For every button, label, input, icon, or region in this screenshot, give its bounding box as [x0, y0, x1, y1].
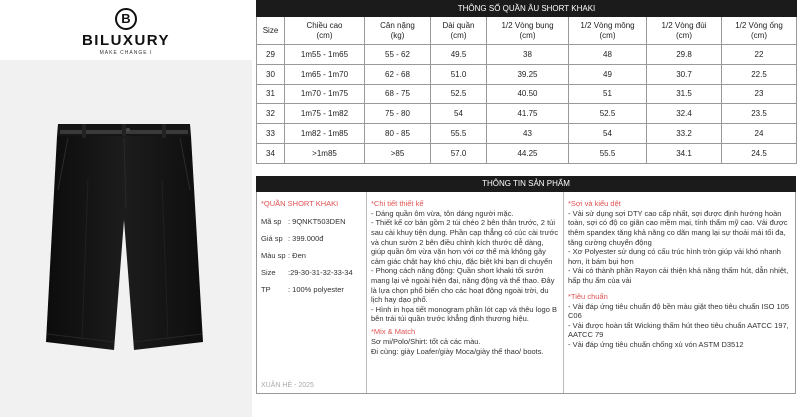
size-chart-header: Dài quần (cm): [431, 17, 487, 45]
product-field-value: : 9QNKT503DEN: [288, 216, 346, 226]
size-chart-row: [257, 84, 797, 104]
season-label: XUÂN HÈ - 2025: [261, 381, 314, 389]
size-chart-header: 1/2 Vòng mông (cm): [569, 17, 647, 45]
size-chart-header: Chiều cao (cm): [285, 17, 365, 45]
left-panel: [0, 0, 252, 417]
size-chart-cell: 55.5: [569, 143, 647, 163]
size-chart-cell: >1m85: [285, 143, 365, 163]
size-chart-cell: >85: [365, 143, 431, 163]
right-panel: [256, 0, 796, 394]
product-field-key: Mã sp: [261, 216, 282, 226]
size-chart-row: [257, 64, 797, 84]
product-field-value: :29-30-31-32-33-34: [288, 267, 353, 277]
size-chart-header: 1/2 Vòng bụng (cm): [487, 17, 569, 45]
size-chart-header: 1/2 Vòng đùi (cm): [647, 17, 722, 45]
size-chart-cell: 1m82 - 1m85: [285, 124, 365, 144]
size-chart-cell: 49: [569, 64, 647, 84]
size-chart-cell: 54: [431, 104, 487, 124]
size-chart-cell: 51: [569, 84, 647, 104]
size-chart-cell: 33: [257, 124, 285, 144]
size-chart-cell: 55.5: [431, 124, 487, 144]
size-chart-cell: 32.4: [647, 104, 722, 124]
size-chart-cell: 40.50: [487, 84, 569, 104]
size-chart-cell: 1m75 - 1m82: [285, 104, 365, 124]
size-chart-cell: 1m70 - 1m75: [285, 84, 365, 104]
size-chart-cell: 75 - 80: [365, 104, 431, 124]
size-chart-cell: 80 - 85: [365, 124, 431, 144]
size-chart-cell: 22.5: [722, 64, 797, 84]
size-chart-row: [257, 143, 797, 163]
size-chart-cell: 31.5: [647, 84, 722, 104]
size-chart-table: [256, 0, 797, 164]
size-chart-cell: 51.0: [431, 64, 487, 84]
size-chart-cell: 55 - 62: [365, 45, 431, 65]
size-chart-cell: 54: [569, 124, 647, 144]
product-field-key: Size: [261, 267, 276, 277]
size-chart-cell: 38: [487, 45, 569, 65]
size-chart-cell: 43: [487, 124, 569, 144]
standards-header: *Tiêu chuẩn: [568, 291, 608, 301]
product-field: [261, 234, 362, 243]
size-chart-cell: 52.5: [569, 104, 647, 124]
design-details-text: - Dáng quần ôm vừa, tôn dáng người mặc. - Thiết kế cơ bản gồm 2 túi chéo 2 bên thân trước, 2 túi sau cài khuy tiện dụng. Phần cạp thẳng có cúc cài trước và chun sườn 2 bên điều chỉnh kích thước dễ dàng, giúp quần ôm vừa vặn hơn với cơ thể mà không gây cảm giác chật hay khó chịu, đặc biệt khi bạn di chuyển - Phong cách năng động: Quần short khaki tối sướn mang lại vẻ ngoài hiện đại, năng động và thể thao. Đây là lựa chọn phổ biến cho các hoạt động ngoài trời, du lịch hay dạo phố. - Hình in họa tiết monogram phần lót cạp và thêu logo B bên trái túi quần trước khẳng định thương hiệu.: [371, 208, 559, 324]
product-field: [261, 251, 362, 260]
product-info-title: THÔNG TIN SẢN PHẨM: [256, 176, 796, 192]
product-field: [261, 268, 362, 277]
size-chart-cell: 29.8: [647, 45, 722, 65]
size-chart-cell: 52.5: [431, 84, 487, 104]
size-chart-cell: 1m65 - 1m70: [285, 64, 365, 84]
size-chart-row: [257, 124, 797, 144]
size-chart-header: Size: [257, 17, 285, 45]
material-header: *Sợi và kiểu dệt: [568, 198, 621, 208]
size-chart-header: 1/2 Vòng ống (cm): [722, 17, 797, 45]
size-chart-cell: 31: [257, 84, 285, 104]
size-chart-cell: 1m55 - 1m65: [285, 45, 365, 65]
product-field-key: Giá sp: [261, 233, 283, 243]
size-chart-cell: 30: [257, 64, 285, 84]
mix-match-header: *Mix & Match: [371, 326, 416, 336]
size-chart-cell: 33.2: [647, 124, 722, 144]
shorts-photo: [0, 60, 252, 417]
design-details: [367, 192, 564, 393]
size-chart-cell: 34: [257, 143, 285, 163]
size-chart-cell: 30.7: [647, 64, 722, 84]
size-chart-cell: 57.0: [431, 143, 487, 163]
size-chart-cell: 41.75: [487, 104, 569, 124]
product-field-value: : Đen: [288, 250, 306, 260]
size-chart-cell: 62 - 68: [365, 64, 431, 84]
size-chart-cell: 24: [722, 124, 797, 144]
product-field-key: TP: [261, 284, 271, 294]
size-chart-cell: 23: [722, 84, 797, 104]
size-chart-cell: 48: [569, 45, 647, 65]
brand-logo: [0, 8, 252, 57]
material-details: [564, 192, 795, 393]
brand-tagline: MAKE CHANGE I: [99, 50, 153, 56]
size-chart-cell: 24.5: [722, 143, 797, 163]
product-photo: [0, 60, 252, 417]
size-chart-cell: 34.1: [647, 143, 722, 163]
brand-name: BILUXURY: [81, 32, 171, 49]
size-chart-header: Cân nặng (kg): [365, 17, 431, 45]
size-chart-cell: 68 - 75: [365, 84, 431, 104]
size-chart-cell: 32: [257, 104, 285, 124]
product-summary: [257, 192, 367, 393]
brand-mark-icon: [115, 8, 137, 30]
mix-match-text: Sơ mi/Polo/Shirt: tốt cả các màu. Đi cùng: giày Loafer/giày Moca/giày thể thao/ boots.: [371, 336, 544, 356]
size-chart-row: [257, 45, 797, 65]
material-text: - Vải sử dụng sợi DTY cao cấp nhất, sợi được định hướng hoàn toàn, sợi có độ co giãn cao mềm mại, tính thẩm mỹ cao. Vải được thêm spandex tăng khả năng co dãn mang lại sự thoải mái tối đa, tăng cường chuyển động - Xơ Polyester sử dụng có cấu trúc hình tròn giúp vải khó nhanh hơn, ít bám bụi hơn - Vải có thành phần Rayon cải thiện khả năng thấm hút, dẫn nhiệt, hấp thụ ẩm của vải: [568, 208, 789, 285]
product-field: [261, 217, 362, 226]
brand-letter: B: [121, 11, 131, 26]
size-chart-title: THÔNG SỐ QUẦN ÂU SHORT KHAKI: [257, 1, 797, 17]
size-chart-cell: 29: [257, 45, 285, 65]
standards-text: - Vải đáp ứng tiêu chuẩn độ bền màu giặt theo tiêu chuẩn ISO 105 C06 - Vải được hoàn tất Wicking thấm hút theo tiêu chuẩn AATCC 197, AATCC 79 - Vải đáp ứng tiêu chuẩn chống xù vón ASTM D3512: [568, 301, 790, 349]
product-field-value: : 100% polyester: [288, 284, 344, 294]
product-field-key: Màu sp: [261, 250, 286, 260]
size-chart-cell: 39.25: [487, 64, 569, 84]
size-chart-cell: 49.5: [431, 45, 487, 65]
product-field: [261, 285, 362, 294]
size-chart-cell: 44.25: [487, 143, 569, 163]
size-chart-row: [257, 104, 797, 124]
size-chart-cell: 23.5: [722, 104, 797, 124]
product-field-value: : 399.000đ: [288, 233, 324, 243]
design-details-header: *Chi tiết thiết kế: [371, 198, 424, 208]
product-info-panel: [256, 192, 796, 394]
size-chart-cell: 22: [722, 45, 797, 65]
product-name: *QUẦN SHORT KHAKI: [261, 198, 339, 208]
